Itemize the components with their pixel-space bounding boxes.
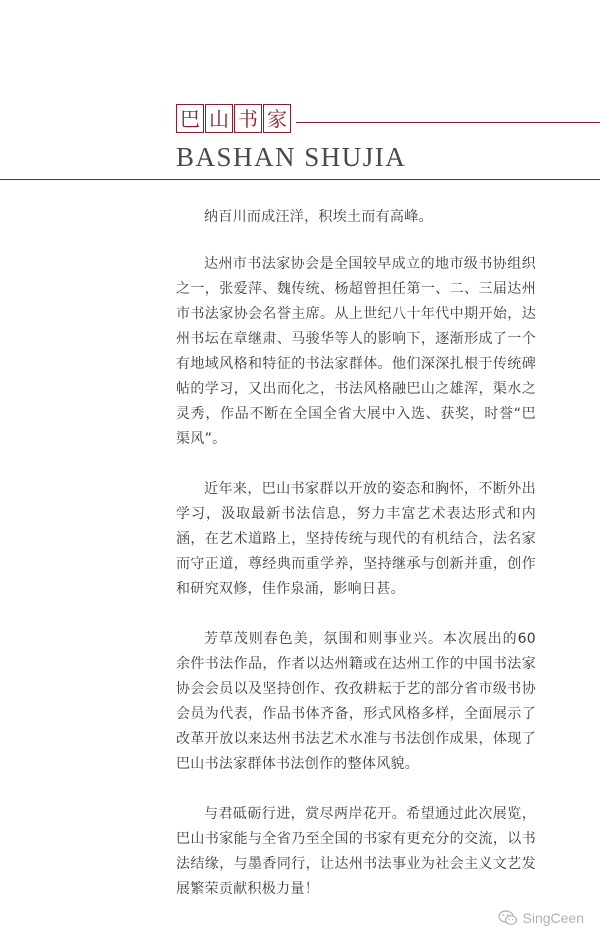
article-body: [176, 205, 536, 927]
paragraph-intro: 纳百川而成汪洋，积埃土而有高峰。: [204, 209, 433, 225]
pinyin-subtitle: BASHAN SHUJIA: [176, 142, 407, 172]
watermark-text: SingCeen: [522, 910, 584, 926]
page-header: [0, 0, 600, 190]
header-divider-top: [296, 122, 600, 123]
source-watermark: [498, 910, 585, 926]
title-char: 书: [234, 104, 262, 133]
title-char: 家: [263, 104, 291, 133]
title-char: 巴: [176, 104, 204, 133]
wechat-icon: [498, 910, 518, 926]
paragraph: 芳草茂则春色美，氛围和则事业兴。本次展出的60余件书法作品，作者以达州籍或在达州工作的中国书法家协会会员以及坚持创作、孜孜耕耘于艺的部分省市级书协会员为代表，作品书体齐备，形式风格多样，全面展示了改革开放以来达州书法艺术水准与书法创作成果，体现了巴山书法家群体书法创作的整体风貌。: [176, 631, 536, 772]
header-divider-bottom: [0, 179, 600, 180]
paragraph: 近年来，巴山书家群以开放的姿态和胸怀，不断外出学习，汲取最新书法信息，努力丰富艺术表达形式和内涵，在艺术道路上，坚持传统与现代的有机结合，法名家而守正道，尊经典而重学养，坚持继承与创新并重，创作和研究双修，佳作泉涌，影响日甚。: [176, 481, 536, 597]
boxed-title: [176, 104, 292, 133]
paragraph: 与君砥砺行进，赏尽两岸花开。希望通过此次展览，巴山书家能与全省乃至全国的书家有更充分的交流，以书法结缘，与墨香同行，让达州书法事业为社会主义文艺发展繁荣贡献积极力量！: [176, 806, 536, 897]
paragraph: 达州市书法家协会是全国较早成立的地市级书协组织之一，张爱萍、魏传统、杨超曾担任第一、二、三届达州市书法家协会名誉主席。从上世纪八十年代中期开始，达州书坛在章继肃、马骏华等人的影响下，逐渐形成了一个有地域风格和特征的书法家群体。他们深深扎根于传统碑帖的学习，又出而化之，书法风格融巴山之雄浑，渠水之灵秀，作品不断在全国全省大展中入选、获奖，时誉“巴渠风”。: [176, 256, 536, 447]
title-char: 山: [205, 104, 233, 133]
